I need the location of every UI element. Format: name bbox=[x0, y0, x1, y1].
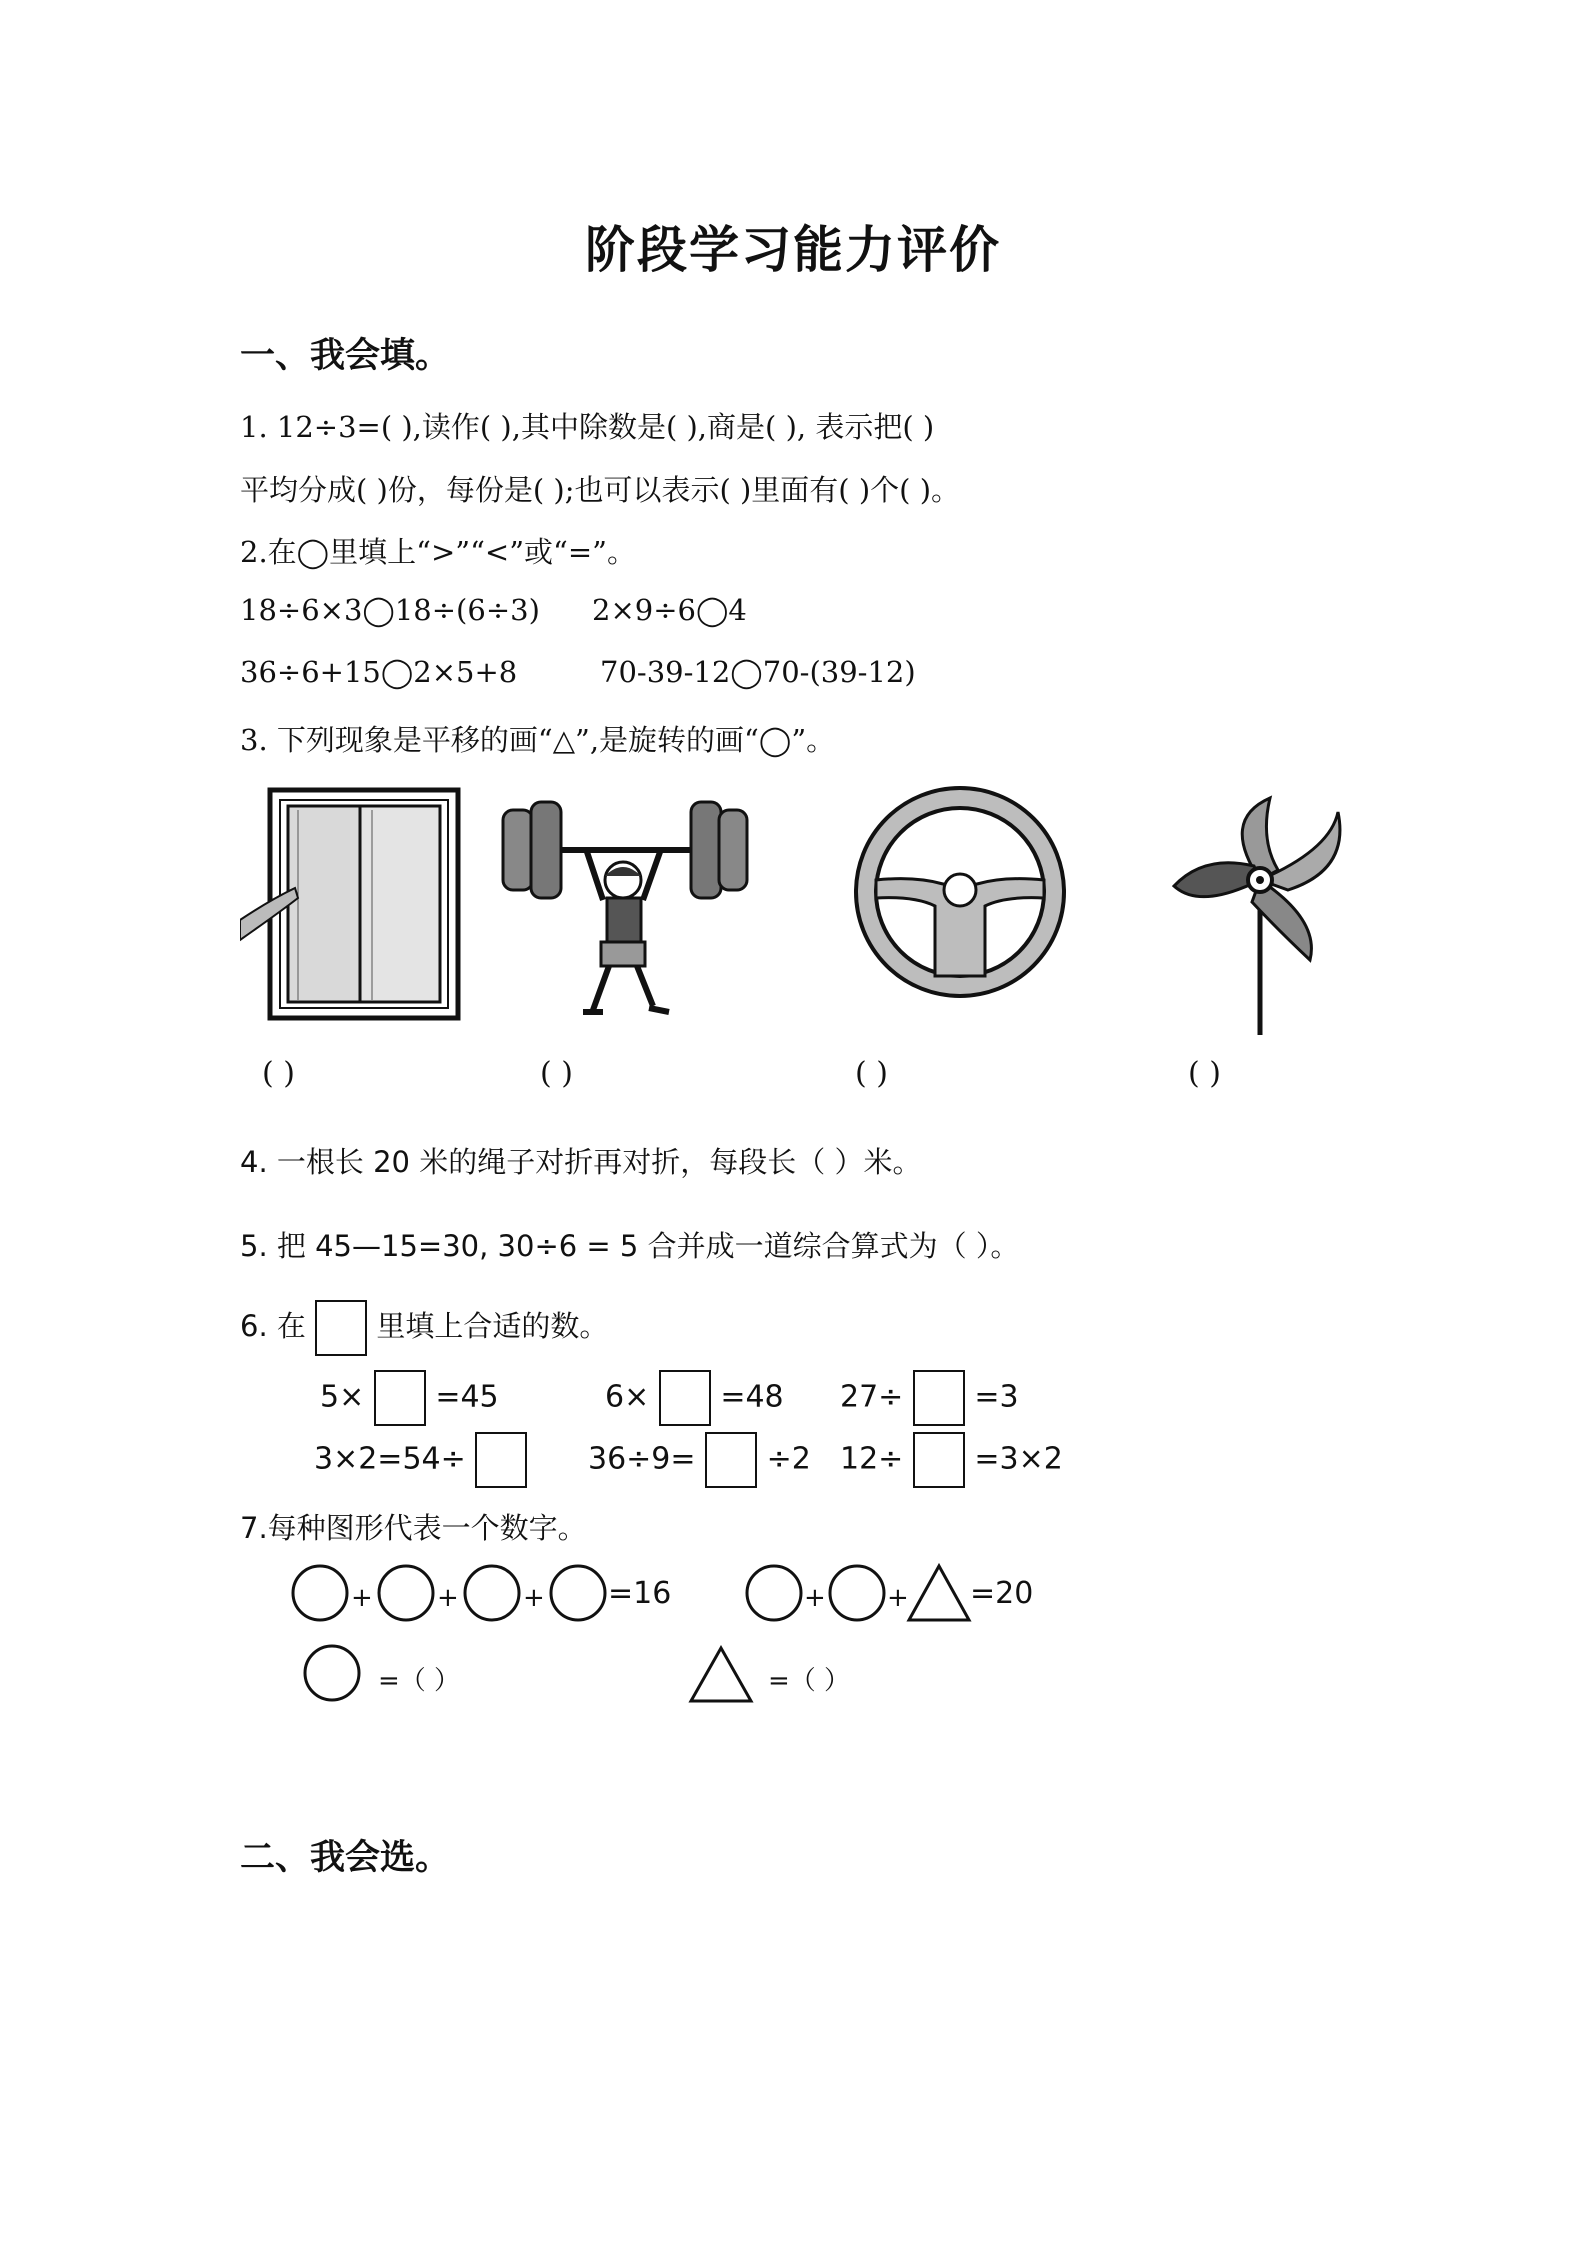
q7-answer-circle: =（ ） bbox=[378, 1666, 461, 1696]
q2-row2-left: 36÷6+15◯2×5+8 bbox=[240, 655, 518, 689]
q1-line-1: 1. 12÷3=( ),读作( ),其中除数是( ),商是( ), 表示把( ) bbox=[240, 410, 935, 444]
q6-eq-6-answer-box[interactable] bbox=[913, 1432, 965, 1488]
q6-eq-1-after: =45 bbox=[435, 1379, 499, 1415]
q6-eq-2-after: =48 bbox=[720, 1379, 784, 1415]
q6-eq-6 bbox=[840, 1432, 1063, 1488]
q6-suffix: 里填上合适的数。 bbox=[376, 1309, 609, 1343]
q7-plus-4: + bbox=[804, 1583, 826, 1613]
q7-answer-triangle: =（ ） bbox=[768, 1666, 851, 1696]
q1-line-2: 平均分成( )份，每份是( );也可以表示( )里面有( )个( )。 bbox=[240, 473, 961, 507]
q6-eq-4 bbox=[314, 1432, 527, 1488]
q6-eq-3-answer-box[interactable] bbox=[913, 1370, 965, 1426]
circle-shape-icon bbox=[305, 1646, 359, 1700]
q7-answer-circle-shape bbox=[302, 1643, 362, 1703]
q6-eq-1 bbox=[320, 1370, 499, 1426]
q7-eq2-shapes bbox=[745, 1560, 985, 1626]
q6-eq-4-before: 3×2=54÷ bbox=[314, 1441, 466, 1477]
q6-instruction bbox=[240, 1300, 608, 1356]
q6-eq-3-after: =3 bbox=[974, 1379, 1019, 1415]
q6-eq-5-before: 36÷9= bbox=[588, 1441, 696, 1477]
steering-wheel-image bbox=[845, 780, 1075, 1010]
q5-text: 5. 把 45—15=30, 30÷6 = 5 合并成一道综合算式为（ ）。 bbox=[240, 1229, 1020, 1263]
circle-shape-icon bbox=[379, 1566, 433, 1620]
q3-answer-4: ( ) bbox=[1188, 1056, 1221, 1091]
pinwheel-image bbox=[1160, 790, 1400, 1040]
q6-eq-2-answer-box[interactable] bbox=[659, 1370, 711, 1426]
circle-shape-icon bbox=[465, 1566, 519, 1620]
q6-example-box bbox=[315, 1300, 367, 1356]
q2-row2-right: 70-39-12◯70-(39-12) bbox=[600, 655, 916, 689]
q2-row1-left: 18÷6×3◯18÷(6÷3) bbox=[240, 593, 540, 627]
q7-eq1-shapes bbox=[290, 1562, 650, 1624]
sliding-window-image bbox=[240, 780, 465, 1040]
q6-eq-6-before: 12÷ bbox=[840, 1441, 904, 1477]
section-2-heading: 二、我会选。 bbox=[240, 1837, 451, 1878]
q6-eq-4-answer-box[interactable] bbox=[475, 1432, 527, 1488]
circle-shape-icon bbox=[551, 1566, 605, 1620]
circle-shape-icon bbox=[830, 1566, 884, 1620]
q7-plus-3: + bbox=[523, 1583, 545, 1613]
q7-eq2-result: =20 bbox=[970, 1576, 1034, 1611]
triangle-shape-icon bbox=[691, 1648, 751, 1701]
q6-eq-6-after: =3×2 bbox=[974, 1441, 1063, 1477]
section-1-heading: 一、我会填。 bbox=[240, 335, 451, 376]
circle-shape-icon bbox=[747, 1566, 801, 1620]
q7-answer-triangle-shape bbox=[688, 1645, 754, 1705]
q6-eq-1-before: 5× bbox=[320, 1379, 365, 1415]
q3-answer-3: ( ) bbox=[855, 1056, 888, 1091]
q6-eq-3 bbox=[840, 1370, 1019, 1426]
q7-eq1-result: =16 bbox=[608, 1576, 672, 1611]
q2-instruction: 2.在◯里填上“>”“<”或“=”。 bbox=[240, 535, 636, 569]
q7-instruction: 7.每种图形代表一个数字。 bbox=[240, 1511, 587, 1545]
page-title: 阶段学习能力评价 bbox=[585, 220, 1001, 279]
q6-eq-5-after: ÷2 bbox=[766, 1441, 811, 1477]
triangle-shape-icon bbox=[909, 1566, 969, 1620]
q7-plus-1: + bbox=[351, 1583, 373, 1613]
q7-plus-5: + bbox=[887, 1583, 909, 1613]
q6-eq-5 bbox=[588, 1432, 811, 1488]
q6-eq-1-answer-box[interactable] bbox=[374, 1370, 426, 1426]
q6-eq-3-before: 27÷ bbox=[840, 1379, 904, 1415]
q2-row1-right: 2×9÷6◯4 bbox=[592, 593, 747, 627]
weightlifter-image bbox=[495, 780, 755, 1040]
q6-prefix: 6. 在 bbox=[240, 1309, 306, 1343]
q6-eq-2-before: 6× bbox=[605, 1379, 650, 1415]
q4-text: 4. 一根长 20 米的绳子对折再对折，每段长（ ）米。 bbox=[240, 1145, 922, 1179]
q3-answer-1: ( ) bbox=[262, 1056, 295, 1091]
q3-answer-2: ( ) bbox=[540, 1056, 573, 1091]
q6-eq-5-answer-box[interactable] bbox=[705, 1432, 757, 1488]
q7-plus-2: + bbox=[437, 1583, 459, 1613]
q6-eq-2 bbox=[605, 1370, 784, 1426]
q3-instruction: 3. 下列现象是平移的画“△”,是旋转的画“◯”。 bbox=[240, 723, 836, 757]
circle-shape-icon bbox=[293, 1566, 347, 1620]
